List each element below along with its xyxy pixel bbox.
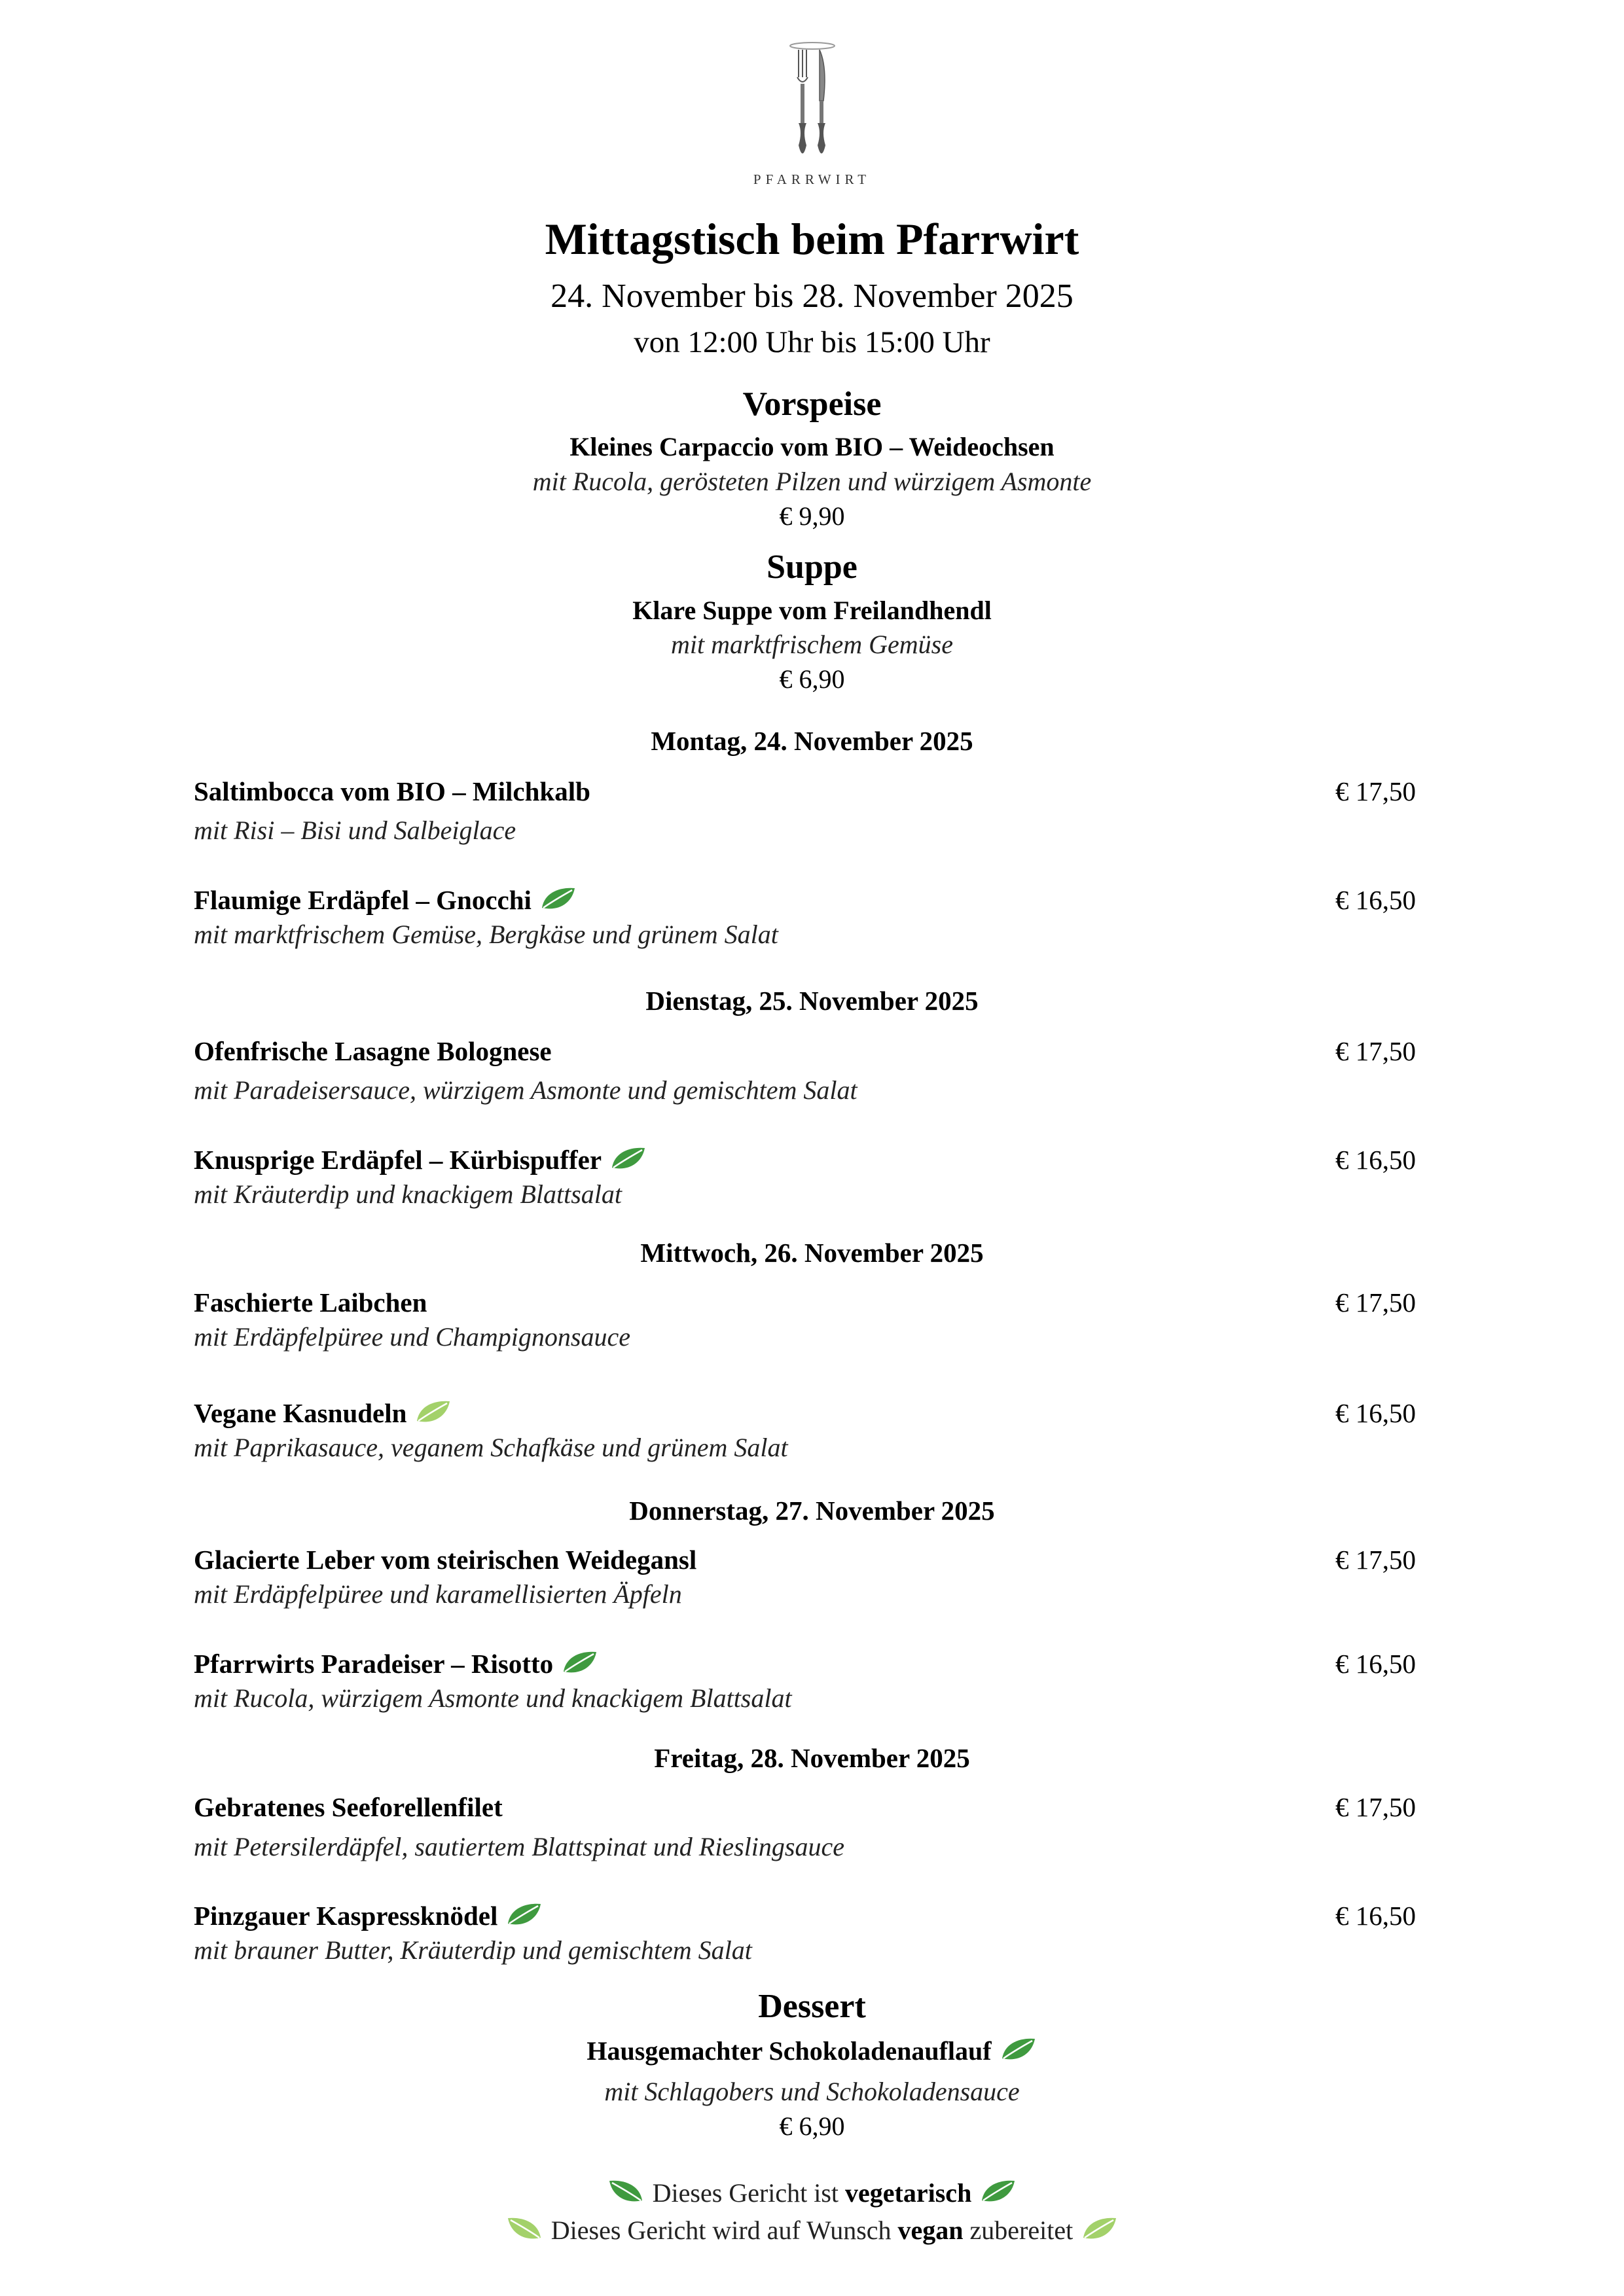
dish-price: € 17,50 [1335, 1287, 1416, 1318]
vegan-leaf-icon [414, 1399, 452, 1426]
dish-name: Knusprige Erdäpfel – Kürbispuffer [194, 1144, 647, 1175]
dish-description: mit marktfrischem Gemüse, Bergkäse und grünem Salat [194, 920, 778, 949]
dessert-heading: Dessert [758, 1988, 866, 2025]
cutlery-logo-icon [779, 41, 846, 171]
day-heading-friday: Freitag, 28. November 2025 [654, 1743, 970, 1773]
day-heading-monday: Montag, 24. November 2025 [651, 726, 973, 756]
dish-description: mit Paradeisersauce, würzigem Asmonte und gemischtem Salat [194, 1075, 857, 1105]
dish-price: € 17,50 [1335, 1036, 1416, 1066]
legend-vegan: Dieses Gericht wird auf Wunsch vegan zubereitet [0, 2215, 1624, 2246]
dish-price: € 16,50 [1335, 1649, 1416, 1679]
soup-heading: Suppe [767, 548, 857, 586]
soup-name: Klare Suppe vom Freilandhendl [632, 596, 992, 625]
opening-hours: von 12:00 Uhr bis 15:00 Uhr [634, 325, 990, 359]
starter-heading: Vorspeise [742, 386, 882, 423]
dish-description: mit Erdäpfelpüree und Champignonsauce [194, 1322, 630, 1352]
vegetarian-leaf-icon [1000, 2036, 1038, 2064]
brand-name: PFARRWIRT [753, 171, 871, 187]
vegetarian-leaf-icon [561, 1649, 599, 1677]
starter-name: Kleines Carpaccio vom BIO – Weideochsen [569, 432, 1055, 461]
dish-name: Vegane Kasnudeln [194, 1397, 452, 1429]
dish-description: mit Paprikasauce, veganem Schafkäse und grünem Salat [194, 1433, 788, 1462]
soup-description: mit marktfrischem Gemüse [670, 630, 954, 659]
dish-name: Ofenfrische Lasagne Bolognese [194, 1036, 552, 1066]
dish-description: mit Erdäpfelpüree und karamellisierten Äpfeln [194, 1579, 682, 1609]
day-heading-wednesday: Mittwoch, 26. November 2025 [640, 1238, 984, 1268]
dish-description: mit brauner Butter, Kräuterdip und gemischtem Salat [194, 1935, 752, 1965]
day-heading-thursday: Donnerstag, 27. November 2025 [629, 1496, 995, 1526]
dish-price: € 16,50 [1335, 1398, 1416, 1428]
starter-description: mit Rucola, gerösteten Pilzen und würzigem Asmonte [532, 467, 1092, 496]
dish-name: Pinzgauer Kaspressknödel [194, 1900, 543, 1931]
dish-price: € 17,50 [1335, 1545, 1416, 1575]
dish-description: mit Petersilerdäpfel, sautiertem Blattspinat und Rieslingsauce [194, 1832, 844, 1861]
dish-name: Faschierte Laibchen [194, 1287, 427, 1318]
dish-name: Flaumige Erdäpfel – Gnocchi [194, 884, 577, 916]
dish-price: € 16,50 [1335, 1901, 1416, 1931]
day-heading-tuesday: Dienstag, 25. November 2025 [645, 986, 979, 1016]
vegetarian-leaf-icon [607, 2178, 645, 2206]
starter-price: € 9,90 [779, 501, 845, 531]
legend-vegetarian: Dieses Gericht ist vegetarisch [0, 2178, 1624, 2208]
dessert-name: Hausgemachter Schokoladenauflauf [0, 2036, 1624, 2066]
vegetarian-leaf-icon [979, 2178, 1017, 2206]
vegetarian-leaf-icon [505, 1901, 543, 1929]
date-range: 24. November bis 28. November 2025 [550, 278, 1074, 315]
vegetarian-leaf-icon [539, 886, 577, 913]
dish-name: Saltimbocca vom BIO – Milchkalb [194, 776, 590, 806]
dish-description: mit Kräuterdip und knackigem Blattsalat [194, 1179, 623, 1209]
dish-description: mit Rucola, würzigem Asmonte und knackigem Blattsalat [194, 1683, 792, 1713]
soup-price: € 6,90 [779, 664, 845, 694]
dish-price: € 17,50 [1335, 1792, 1416, 1822]
dessert-price: € 6,90 [779, 2111, 845, 2141]
vegan-leaf-icon [505, 2215, 543, 2243]
dish-name: Gebratenes Seeforellenfilet [194, 1792, 503, 1822]
dish-price: € 16,50 [1335, 1145, 1416, 1175]
page-title: Mittagstisch beim Pfarrwirt [545, 214, 1079, 264]
dish-description: mit Risi – Bisi und Salbeiglace [194, 816, 516, 845]
dish-price: € 17,50 [1335, 776, 1416, 806]
vegan-leaf-icon [1081, 2215, 1119, 2243]
dish-price: € 16,50 [1335, 885, 1416, 915]
dish-name: Pfarrwirts Paradeiser – Risotto [194, 1648, 599, 1679]
vegetarian-leaf-icon [609, 1145, 647, 1173]
dish-name: Glacierte Leber vom steirischen Weidegansl [194, 1545, 697, 1575]
dessert-description: mit Schlagobers und Schokoladensauce [604, 2077, 1020, 2106]
